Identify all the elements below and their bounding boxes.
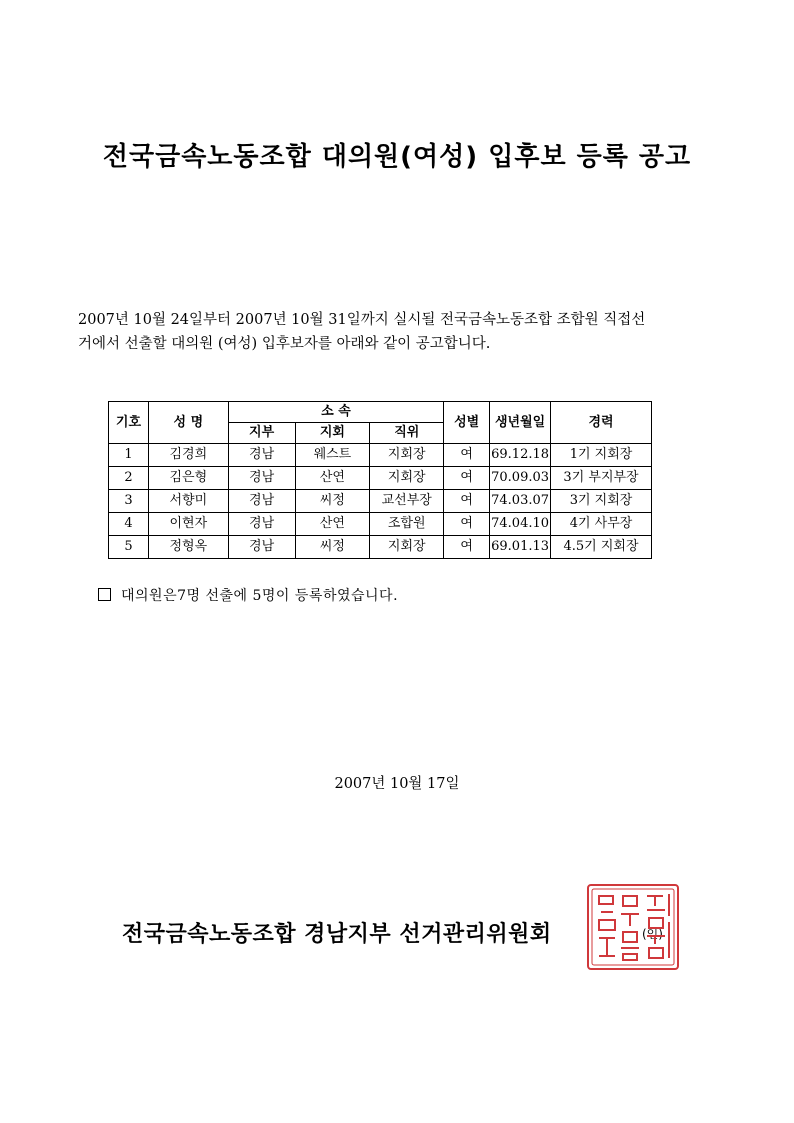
intro-line-1: 2007년 10월 24일부터 2007년 10월 31일까지 실시될 전국금속노동조합 조합원 직접선 bbox=[78, 312, 646, 328]
cell-branch: 경남 bbox=[228, 513, 295, 536]
cell-position: 지회장 bbox=[370, 536, 444, 559]
header-affiliation: 소 속 bbox=[228, 402, 443, 423]
cell-career: 4.5기 지회장 bbox=[551, 536, 652, 559]
intro-line-2: 거에서 선출할 대의원 (여성) 입후보자를 아래와 같이 공고합니다. bbox=[78, 336, 491, 352]
cell-birth: 69.12.18 bbox=[490, 444, 551, 467]
cell-chapter: 산연 bbox=[295, 467, 370, 490]
cell-branch: 경남 bbox=[228, 467, 295, 490]
cell-birth: 69.01.13 bbox=[490, 536, 551, 559]
cell-name: 김은형 bbox=[148, 467, 228, 490]
cell-chapter: 씨정 bbox=[295, 490, 370, 513]
cell-chapter: 산연 bbox=[295, 513, 370, 536]
cell-branch: 경남 bbox=[228, 444, 295, 467]
cell-career: 3기 지회장 bbox=[551, 490, 652, 513]
cell-name: 김경희 bbox=[148, 444, 228, 467]
table-row bbox=[109, 444, 652, 467]
cell-no: 2 bbox=[109, 467, 149, 490]
cell-gender: 여 bbox=[444, 467, 490, 490]
table-row bbox=[109, 536, 652, 559]
cell-position: 지회장 bbox=[370, 467, 444, 490]
cell-no: 1 bbox=[109, 444, 149, 467]
cell-gender: 여 bbox=[444, 490, 490, 513]
header-gender: 성별 bbox=[444, 402, 490, 444]
note-text: 대의원은7명 선출에 5명이 등록하였습니다. bbox=[121, 588, 399, 604]
cell-career: 4기 사무장 bbox=[551, 513, 652, 536]
cell-name: 서향미 bbox=[148, 490, 228, 513]
header-no: 기호 bbox=[109, 402, 149, 444]
cell-name: 정형옥 bbox=[148, 536, 228, 559]
table-row bbox=[109, 467, 652, 490]
cell-chapter: 씨정 bbox=[295, 536, 370, 559]
seal-mark: (인) bbox=[642, 927, 663, 941]
cell-gender: 여 bbox=[444, 513, 490, 536]
announcement-date: 2007년 10월 17일 bbox=[334, 776, 460, 792]
cell-name: 이현자 bbox=[148, 513, 228, 536]
official-seal-icon bbox=[585, 882, 681, 972]
cell-chapter: 웨스트 bbox=[295, 444, 370, 467]
cell-position: 조합원 bbox=[370, 513, 444, 536]
table-header-row bbox=[109, 402, 652, 423]
cell-gender: 여 bbox=[444, 444, 490, 467]
cell-birth: 74.04.10 bbox=[490, 513, 551, 536]
cell-branch: 경남 bbox=[228, 536, 295, 559]
cell-no: 4 bbox=[109, 513, 149, 536]
header-name: 성 명 bbox=[148, 402, 228, 444]
cell-gender: 여 bbox=[444, 536, 490, 559]
table-row bbox=[109, 513, 652, 536]
header-chapter: 지회 bbox=[295, 423, 370, 444]
cell-position: 지회장 bbox=[370, 444, 444, 467]
table-body bbox=[109, 444, 652, 559]
header-career: 경력 bbox=[551, 402, 652, 444]
cell-career: 1기 지회장 bbox=[551, 444, 652, 467]
table-row bbox=[109, 490, 652, 513]
header-branch: 지부 bbox=[228, 423, 295, 444]
issuer-name: 전국금속노동조합 경남지부 선거관리위원회 bbox=[122, 922, 552, 947]
cell-birth: 74.03.07 bbox=[490, 490, 551, 513]
document-title: 전국금속노동조합 대의원(여성) 입후보 등록 공고 bbox=[102, 142, 692, 172]
cell-no: 5 bbox=[109, 536, 149, 559]
cell-branch: 경남 bbox=[228, 490, 295, 513]
header-birth: 생년월일 bbox=[490, 402, 551, 444]
candidate-table bbox=[108, 401, 652, 559]
cell-no: 3 bbox=[109, 490, 149, 513]
cell-career: 3기 부지부장 bbox=[551, 467, 652, 490]
cell-position: 교선부장 bbox=[370, 490, 444, 513]
checkbox-square-icon bbox=[98, 588, 111, 601]
cell-birth: 70.09.03 bbox=[490, 467, 551, 490]
intro-paragraph bbox=[78, 308, 718, 356]
registration-note bbox=[98, 585, 398, 605]
header-position: 직위 bbox=[370, 423, 444, 444]
